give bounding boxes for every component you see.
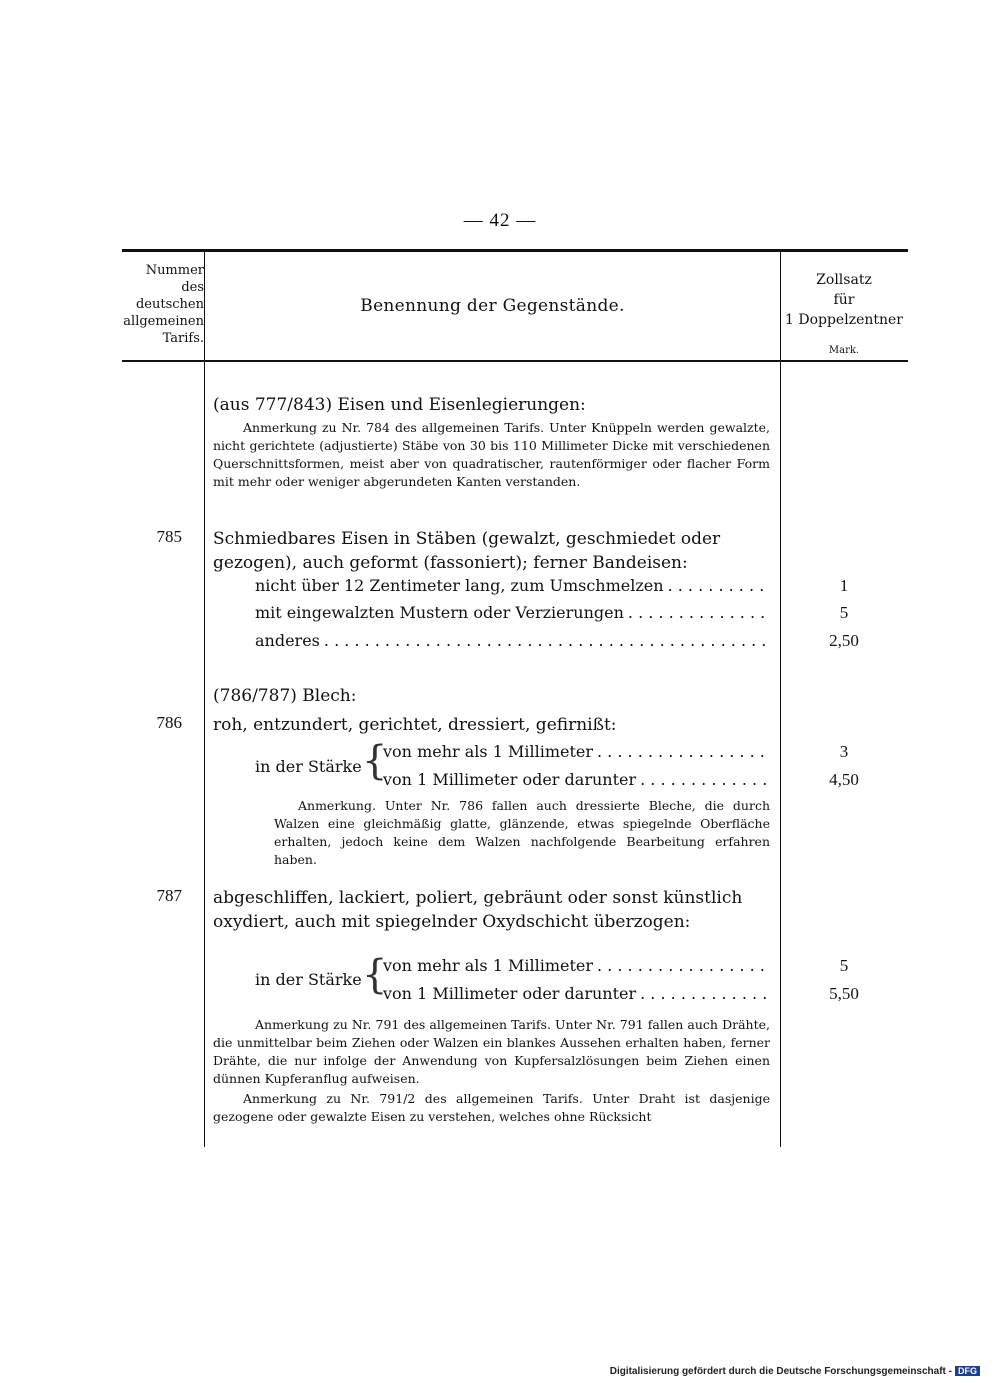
rate-785-3: 2,50: [829, 631, 859, 650]
table-top-rule: [122, 249, 908, 252]
rate-787-1: 5: [839, 956, 849, 975]
tariff-number-786: 786: [156, 713, 182, 732]
item-786-title: roh, entzundert, gerichtet, dressiert, gefirnißt:: [213, 715, 617, 735]
item-787-strength-label: in der Stärke: [255, 970, 362, 989]
item-785-row-3: anderes . . .: [255, 631, 769, 650]
item-786-strength-label: in der Stärke: [255, 757, 362, 776]
column-divider-right: [780, 252, 781, 1147]
rate-787-2: 5,50: [829, 984, 859, 1003]
rate-786-1: 3: [839, 742, 849, 761]
header-designation: Benennung der Gegenstände.: [360, 296, 625, 316]
item-787-row-1: von mehr als 1 Millimeter . . .: [383, 956, 769, 975]
note-791: Anmerkung zu Nr. 791 des allgemeinen Tarifs. Unter Nr. 791 fallen auch Drähte, die unmittelbar beim Ziehen oder Walzen ein blankes Aussehen erhalten haben, ferner Drähte, die nur infolge der Anwendung von Kupfersalzlösungen beim Ziehen einen dünnen Kupferanflug aufweisen.: [213, 1017, 770, 1086]
dfg-logo: DFG: [955, 1366, 980, 1376]
column-divider-left: [204, 252, 205, 1147]
item-785-title: Schmiedbares Eisen in Stäben (gewalzt, geschmiedet oder gezogen), auch geformt (fassoniert); ferner Bandeisen:: [213, 529, 721, 573]
item-787-row-2: von 1 Millimeter oder darunter . . .: [383, 984, 769, 1003]
section-title-sheet: (786/787) Blech:: [213, 686, 357, 706]
brace-786: {: [362, 738, 388, 784]
item-786-row-1: von mehr als 1 Millimeter . . .: [383, 742, 769, 761]
item-787-title: abgeschliffen, lackiert, poliert, gebräunt oder sonst künstlich oxydiert, auch mit spiegelnder Oxydschicht überzogen:: [213, 888, 743, 932]
header-duty-rate: Zollsatz für 1 Doppelzentner: [785, 272, 903, 328]
section-title-iron: (aus 777/843) Eisen und Eisenlegierungen:: [213, 395, 586, 415]
note-791-2: Anmerkung zu Nr. 791/2 des allgemeinen Tarifs. Unter Draht ist dasjenige gezogene oder gewalzte Eisen zu verstehen, welches ohne Rücksicht: [213, 1091, 770, 1124]
rate-785-2: 5: [839, 603, 849, 622]
rate-786-2: 4,50: [829, 770, 859, 789]
header-bottom-rule: [122, 360, 908, 362]
item-785-row-2: mit eingewalzten Mustern oder Verzierungen . . .: [255, 603, 769, 622]
digitization-credit: Digitalisierung gefördert durch die Deutsche Forschungsgemeinschaft - DFG: [610, 1366, 980, 1377]
header-tariff-number: Nummer des deutschen allgemeinen Tarifs.: [123, 263, 204, 346]
page-number: — 42 —: [463, 210, 537, 231]
note-784: Anmerkung zu Nr. 784 des allgemeinen Tarifs. Unter Knüppeln werden gewalzte, nicht gerichtete (adjustierte) Stäbe von 30 bis 110 Millimeter Dicke mit verschiedenen Querschnittsformen, meist aber von quadratischer, rautenförmiger oder flacher Form mit mehr oder weniger abgerundeten Kanten verstanden.: [213, 420, 770, 489]
item-786-row-2: von 1 Millimeter oder darunter . . .: [383, 770, 769, 789]
note-786: Anmerkung. Unter Nr. 786 fallen auch dressierte Bleche, die durch Walzen eine gleichmäßig glatte, glänzende, etwas spiegelnde Oberfläche erhalten, jedoch keine dem Walzen nachfolgende Bearbeitung erfahren haben.: [274, 798, 770, 867]
rate-785-1: 1: [839, 576, 849, 595]
brace-787: {: [362, 952, 388, 998]
tariff-number-787: 787: [156, 886, 182, 905]
item-785-row-1: nicht über 12 Zentimeter lang, zum Umschmelzen . . .: [255, 576, 769, 595]
tariff-number-785: 785: [156, 527, 182, 546]
header-unit: Mark.: [828, 345, 860, 356]
